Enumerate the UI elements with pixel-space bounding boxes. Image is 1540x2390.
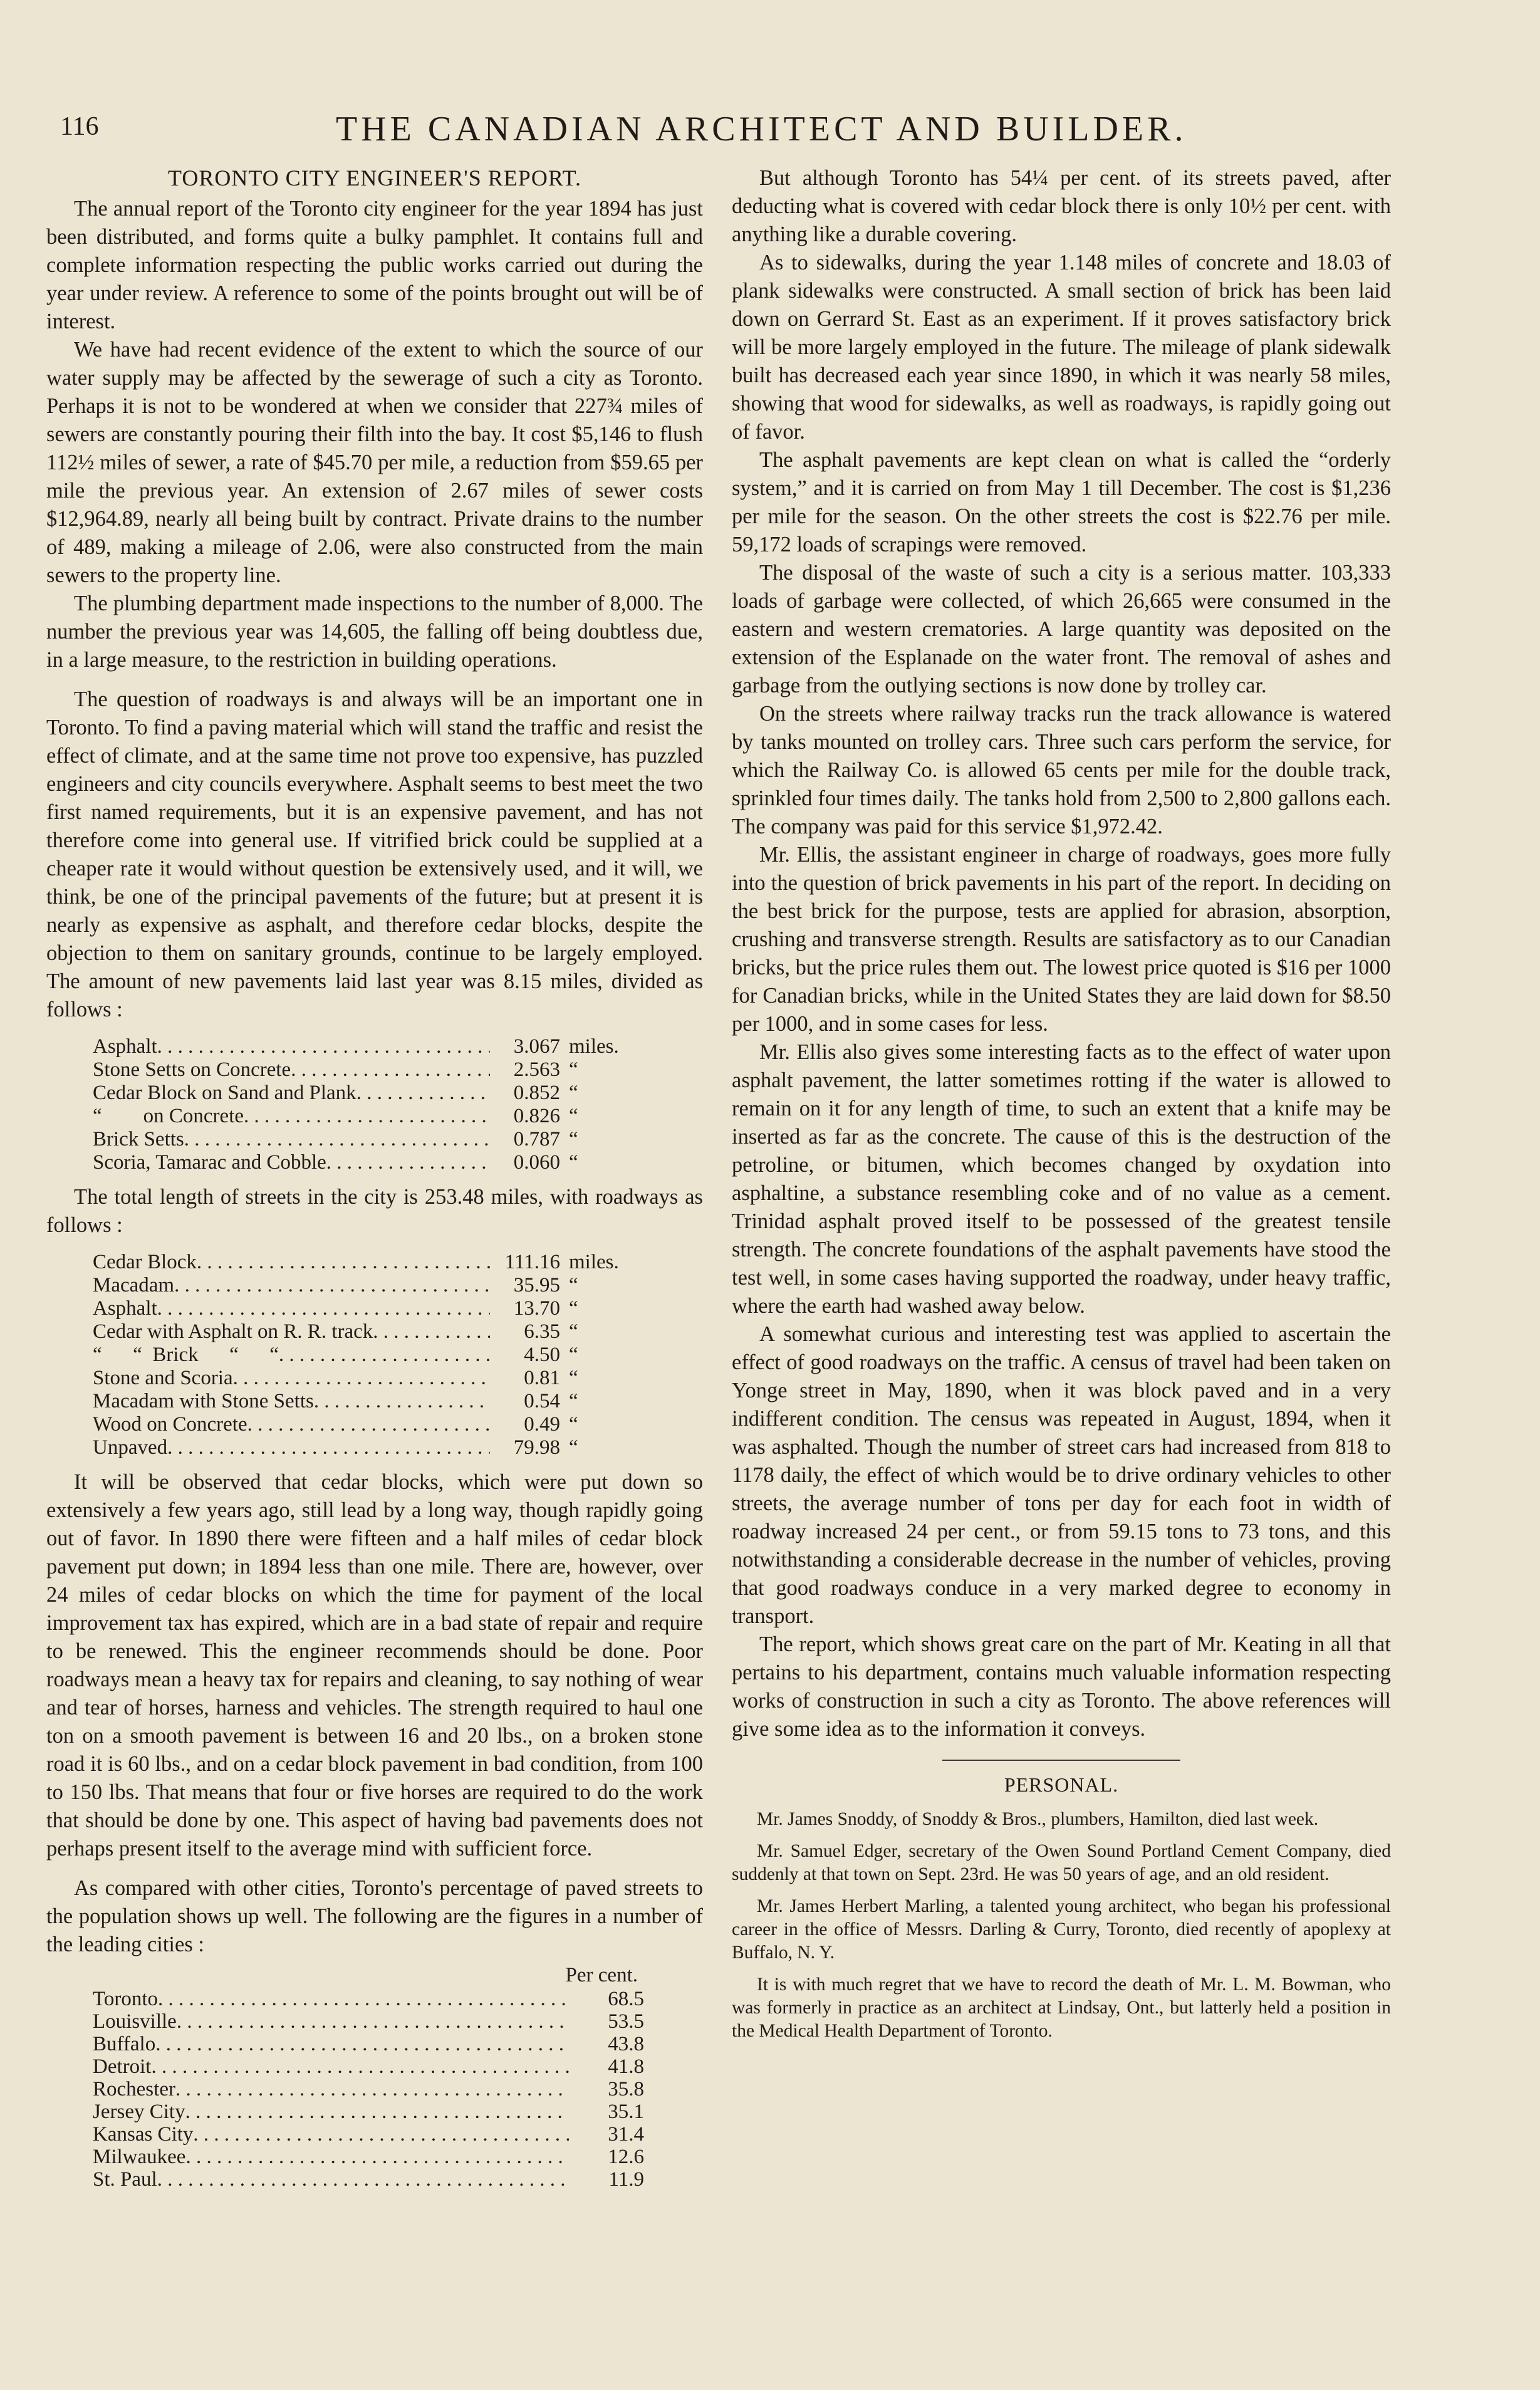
row-unit: “ (569, 1390, 578, 1412)
paragraph: Mr. Ellis, the assistant engineer in charge of roadways, goes more fully into the question of brick pavements in his part of the report. In deciding on the best brick for the purpose, tests are applied for abrasion, absorption, crushing and transverse strength. Results are satisfactory as to our Canadian bricks, but the price rules them out. The lowest price quoted is $16 per 1000 for Canadian bricks, while in the United States they are laid down for $8.50 per 1000, and in some cases for less. (732, 843, 1391, 1036)
paragraph: A somewhat curious and interesting test was applied to ascertain the effect of good roadways on the traffic. A census of travel had been taken on Yonge street in May, 1890, when it was block paved and in a very indifferent condition. The census was repeated in August, 1894, when it was asphalted. Though the number of street cars had increased from 818 to 1178 daily, the effect of which would be to drive ordinary vehicles to other streets, the average number of tons per day for each foot in width of roadway increased 24 per cent., or from 59.15 tons to 73 tons, and this notwithstanding a considerable decrease in the number of vehicles, proving that good roadways conduce in a very marked degree to economy in transport. (732, 1322, 1391, 1628)
row-unit: “ (569, 1105, 578, 1127)
table-row (93, 2146, 644, 2168)
row-label: Cedar Block (93, 1251, 197, 1273)
city-name: Milwaukee (93, 2146, 186, 2168)
row-label: Asphalt (93, 1297, 157, 1320)
city-name: Kansas City (93, 2123, 194, 2146)
row-unit: “ (569, 1151, 578, 1174)
row-unit: “ (569, 1058, 578, 1081)
table-row (93, 1390, 657, 1413)
city-name: Jersey City (93, 2100, 185, 2123)
city-name: Detroit (93, 2055, 152, 2078)
row-unit: miles. (569, 1251, 619, 1273)
city-percent: 53.5 (608, 2010, 644, 2033)
table-row (93, 1151, 657, 1174)
row-unit: “ (569, 1367, 578, 1389)
row-label: Macadam (93, 1274, 175, 1297)
row-value: 35.95 (513, 1274, 560, 1297)
row-unit: “ (569, 1436, 578, 1459)
paragraph: The asphalt pavements are kept clean on what is called the “orderly system,” and it is carried on from May 1 till December. The cost is $1,236 per mile for the season. On the other streets the cost is $22.76 per mile. 59,172 loads of scrapings were removed. (732, 448, 1391, 556)
table-row (93, 2033, 644, 2055)
row-label: Cedar with Asphalt on R. R. track (93, 1320, 373, 1343)
row-value: 0.49 (524, 1413, 560, 1436)
paragraph: On the streets where railway tracks run the track allowance is watered by tanks mounted on trolley cars. Three such cars perform the service, for which the Railway Co. is allowed 65 cents per mile for the double track, sprinkled four times daily. The tanks hold from 2,500 to 2,800 gallons each. The company was paid for this service $1,972.42. (732, 702, 1391, 838)
table-row (93, 1035, 657, 1058)
paragraph: The report, which shows great care on the part of Mr. Keating in all that pertains to his department, contains much valuable information respecting works of construction in such a city as Toronto. The above references will give some idea as to the information it conveys. (732, 1632, 1391, 1741)
section-divider (942, 1760, 1180, 1761)
row-unit: “ (569, 1128, 578, 1151)
row-label: Wood on Concrete (93, 1413, 247, 1436)
paragraph: It will be observed that cedar blocks, which were put down so extensively a few years ago, still lead by a long way, though rapidly going out of favor. In 1890 there were fifteen and a half miles of cedar block pavement put down; in 1894 less than one mile. There are, however, over 24 miles of cedar blocks on which the time for payment of the local improvement tax has expired, which are in a bad state of repair and require to be renewed. This the engineer recommends should be done. Poor roadways mean a heavy tax for repairs and cleaning, to say nothing of wear and tear of horses, harness and vehicles. The strength required to haul one ton on a smooth pavement is between 16 and 20 lbs., on a broken stone road it is 60 lbs., and on a cedar block pavement in bad condition, from 100 to 150 lbs. That means that four or five horses are required to do the work that should be done by one. This aspect of having bad pavements does not perhaps present itself to the average mind with sufficient force. (46, 1470, 703, 1860)
row-value: 0.852 (513, 1082, 560, 1104)
table-row (93, 1988, 644, 2010)
table-row (93, 1082, 657, 1105)
paragraph: Mr. Ellis also gives some interesting facts as to the effect of water upon asphalt pavement, the latter sometimes rotting if the water is allowed to remain on it for any length of time, to such an extent that a knife may be inserted as far as the concrete. The cause of this is the destruction of the petroline, or bitumen, which becomes changed by oxydation into asphaltine, a substance resembling coke and of no value as a cement. Trinidad asphalt proved itself to be possessed of the greatest tensile strength. The concrete foundations of the asphalt pavements have stood the test well, in some cases having supported the roadway, under heavy traffic, where the earth had washed away below. (732, 1040, 1391, 1318)
row-value: 2.563 (513, 1058, 560, 1081)
table-row (93, 1105, 657, 1128)
cities-table (93, 1963, 644, 2191)
row-label: Unpaved (93, 1436, 168, 1459)
city-percent: 31.4 (608, 2123, 644, 2146)
table-row (93, 1274, 657, 1297)
row-label: Cedar Block on Sand and Plank (93, 1082, 356, 1104)
row-value: 111.16 (504, 1251, 560, 1273)
row-label: Stone and Scoria (93, 1367, 233, 1389)
row-unit: “ (569, 1320, 578, 1343)
city-name: St. Paul (93, 2168, 157, 2191)
row-unit: “ (569, 1413, 578, 1436)
row-value: 0.81 (524, 1367, 560, 1389)
row-value: 0.787 (513, 1128, 560, 1151)
cities-column-header: Per cent. (565, 1964, 638, 1986)
paragraph: The plumbing department made inspections to the number of 8,000. The number the previous year was 14,605, the falling off being doubtless due, in a large measure, to the restriction in building operations. (46, 592, 703, 672)
page-number: 116 (60, 112, 99, 141)
row-label: Asphalt (93, 1035, 157, 1058)
personal-item: It is with much regret that we have to record the death of Mr. L. M. Bowman, who was formerly in practice as an architect at Lindsay, Ont., but latterly held a position in the Medical Health Department of Toronto. (732, 1975, 1391, 2041)
roadways-table (93, 1251, 657, 1459)
row-label: “ “ Brick “ “ (93, 1344, 279, 1366)
right-column (732, 164, 1391, 2043)
row-label: Brick Setts (93, 1128, 184, 1151)
city-percent: 68.5 (608, 1988, 644, 2010)
row-unit: “ (569, 1082, 578, 1104)
table-row (93, 2168, 644, 2191)
paragraph: We have had recent evidence of the extent to which the source of our water supply may be affected by the sewerage of such a city as Toronto. Perhaps it is not to be wondered at when we consider that 227¾ miles of sewers are constantly pouring their filth into the bay. It cost $5,146 to flush 112½ miles of sewer, a rate of $45.70 per mile, a reduction from $59.65 per mile the previous year. An extension of 2.67 miles of sewer costs $12,964.89, nearly all being built by contract. Private drains to the number of 489, making a mileage of 2.06, were also constructed from the main sewers to the property line. (46, 338, 703, 587)
table-row (93, 1128, 657, 1151)
table-row (93, 2100, 644, 2123)
paragraph: But although Toronto has 54¼ per cent. of its streets paved, after deducting what is covered with cedar block there is only 10½ per cent. with anything like a durable covering. (732, 166, 1391, 246)
row-value: 13.70 (513, 1297, 560, 1320)
personal-item: Mr. James Snoddy, of Snoddy & Bros., plumbers, Hamilton, died last week. (757, 1809, 1319, 1829)
city-name: Buffalo (93, 2033, 156, 2055)
paragraph: The disposal of the waste of such a city is a serious matter. 103,333 loads of garbage were collected, of which 26,665 were consumed in the eastern and western crematories. A large quantity was deposited on the extension of the Esplanade on the water front. The removal of ashes and garbage from the outlying sections is now done by trolley car. (732, 561, 1391, 697)
left-column (46, 164, 703, 2191)
row-label: Scoria, Tamarac and Cobble (93, 1151, 326, 1174)
table-row (93, 1436, 657, 1459)
city-percent: 11.9 (608, 2168, 644, 2191)
city-name: Toronto (93, 1988, 159, 2010)
table-row (93, 2010, 644, 2033)
table-row (93, 2123, 644, 2146)
new-pavements-table (93, 1035, 657, 1174)
row-value: 6.35 (524, 1320, 560, 1343)
row-unit: “ (569, 1297, 578, 1320)
row-unit: “ (569, 1344, 578, 1366)
row-unit: “ (569, 1274, 578, 1297)
paragraph: The annual report of the Toronto city engineer for the year 1894 has just been distributed, and forms quite a bulky pamphlet. It contains full and complete information respecting the public works carried out during the year under review. A reference to some of the points brought out will be of interest. (46, 197, 703, 333)
table-row (93, 1320, 657, 1344)
paragraph: The question of roadways is and always will be an important one in Toronto. To find a paving material which will stand the traffic and resist the effect of climate, and at the same time not prove too expensive, has puzzled engineers and city councils everywhere. Asphalt seems to best meet the two first named requirements, but it is an expensive pavement, and has not therefore come into general use. If vitrified brick could be supplied at a cheaper rate it would without question be extensively used, and it will, we think, be one of the principal pavements of the future; but at present it is nearly as expensive as asphalt, and therefore cedar blocks, despite the objection to them on sanitary grounds, continue to be largely employed. The amount of new pavements laid last year was 8.15 miles, divided as follows : (46, 687, 703, 1021)
city-name: Louisville (93, 2010, 177, 2033)
table-row (93, 1344, 657, 1367)
paragraph: As compared with other cities, Toronto's percentage of paved streets to the population shows up well. The following are the figures in a number of the leading cities : (46, 1876, 703, 1956)
table-row (93, 1297, 657, 1320)
row-unit: miles. (569, 1035, 619, 1058)
city-percent: 41.8 (608, 2055, 644, 2078)
table-row (93, 1251, 657, 1274)
row-value: 0.826 (513, 1105, 560, 1127)
row-value: 4.50 (524, 1344, 560, 1366)
city-percent: 43.8 (608, 2033, 644, 2055)
paragraph: As to sidewalks, during the year 1.148 miles of concrete and 18.03 of plank sidewalks were constructed. A small section of brick has been laid down on Gerrard St. East as an experiment. If it proves satisfactory brick will be more largely employed in the future. The mileage of plank sidewalk built has decreased each year since 1890, in which it was nearly 58 miles, showing that wood for sidewalks, as well as roadways, is rapidly going out of favor. (732, 251, 1391, 444)
personal-section-title: PERSONAL. (1004, 1773, 1119, 1796)
city-name: Rochester (93, 2078, 175, 2100)
row-label: Macadam with Stone Setts (93, 1390, 314, 1412)
page-header (60, 112, 1407, 155)
city-percent: 12.6 (608, 2146, 644, 2168)
table-row (93, 2055, 644, 2078)
city-percent: 35.8 (608, 2078, 644, 2100)
row-label: “ on Concrete (93, 1105, 244, 1127)
city-percent: 35.1 (608, 2100, 644, 2123)
article-title: TORONTO CITY ENGINEER'S REPORT. (168, 165, 581, 190)
row-value: 79.98 (513, 1436, 560, 1459)
table-row (93, 1367, 657, 1390)
table-row (93, 2078, 644, 2100)
paragraph: The total length of streets in the city is 253.48 miles, with roadways as follows : (46, 1185, 703, 1237)
personal-item: Mr. Samuel Edger, secretary of the Owen Sound Portland Cement Company, died suddenly at that town on Sept. 23rd. He was 50 years of age, and an old resident. (732, 1841, 1391, 1884)
running-title: THE CANADIAN ARCHITECT AND BUILDER. (336, 110, 1187, 149)
row-value: 0.54 (524, 1390, 560, 1412)
table-row (93, 1058, 657, 1082)
row-value: 0.060 (513, 1151, 560, 1174)
personal-item: Mr. James Herbert Marling, a talented young architect, who began his professional career in the office of Messrs. Darling & Curry, Toronto, died recently of apoplexy at Buffalo, N. Y. (732, 1896, 1391, 1963)
row-value: 3.067 (513, 1035, 560, 1058)
table-row (93, 1413, 657, 1436)
row-label: Stone Setts on Concrete (93, 1058, 291, 1081)
